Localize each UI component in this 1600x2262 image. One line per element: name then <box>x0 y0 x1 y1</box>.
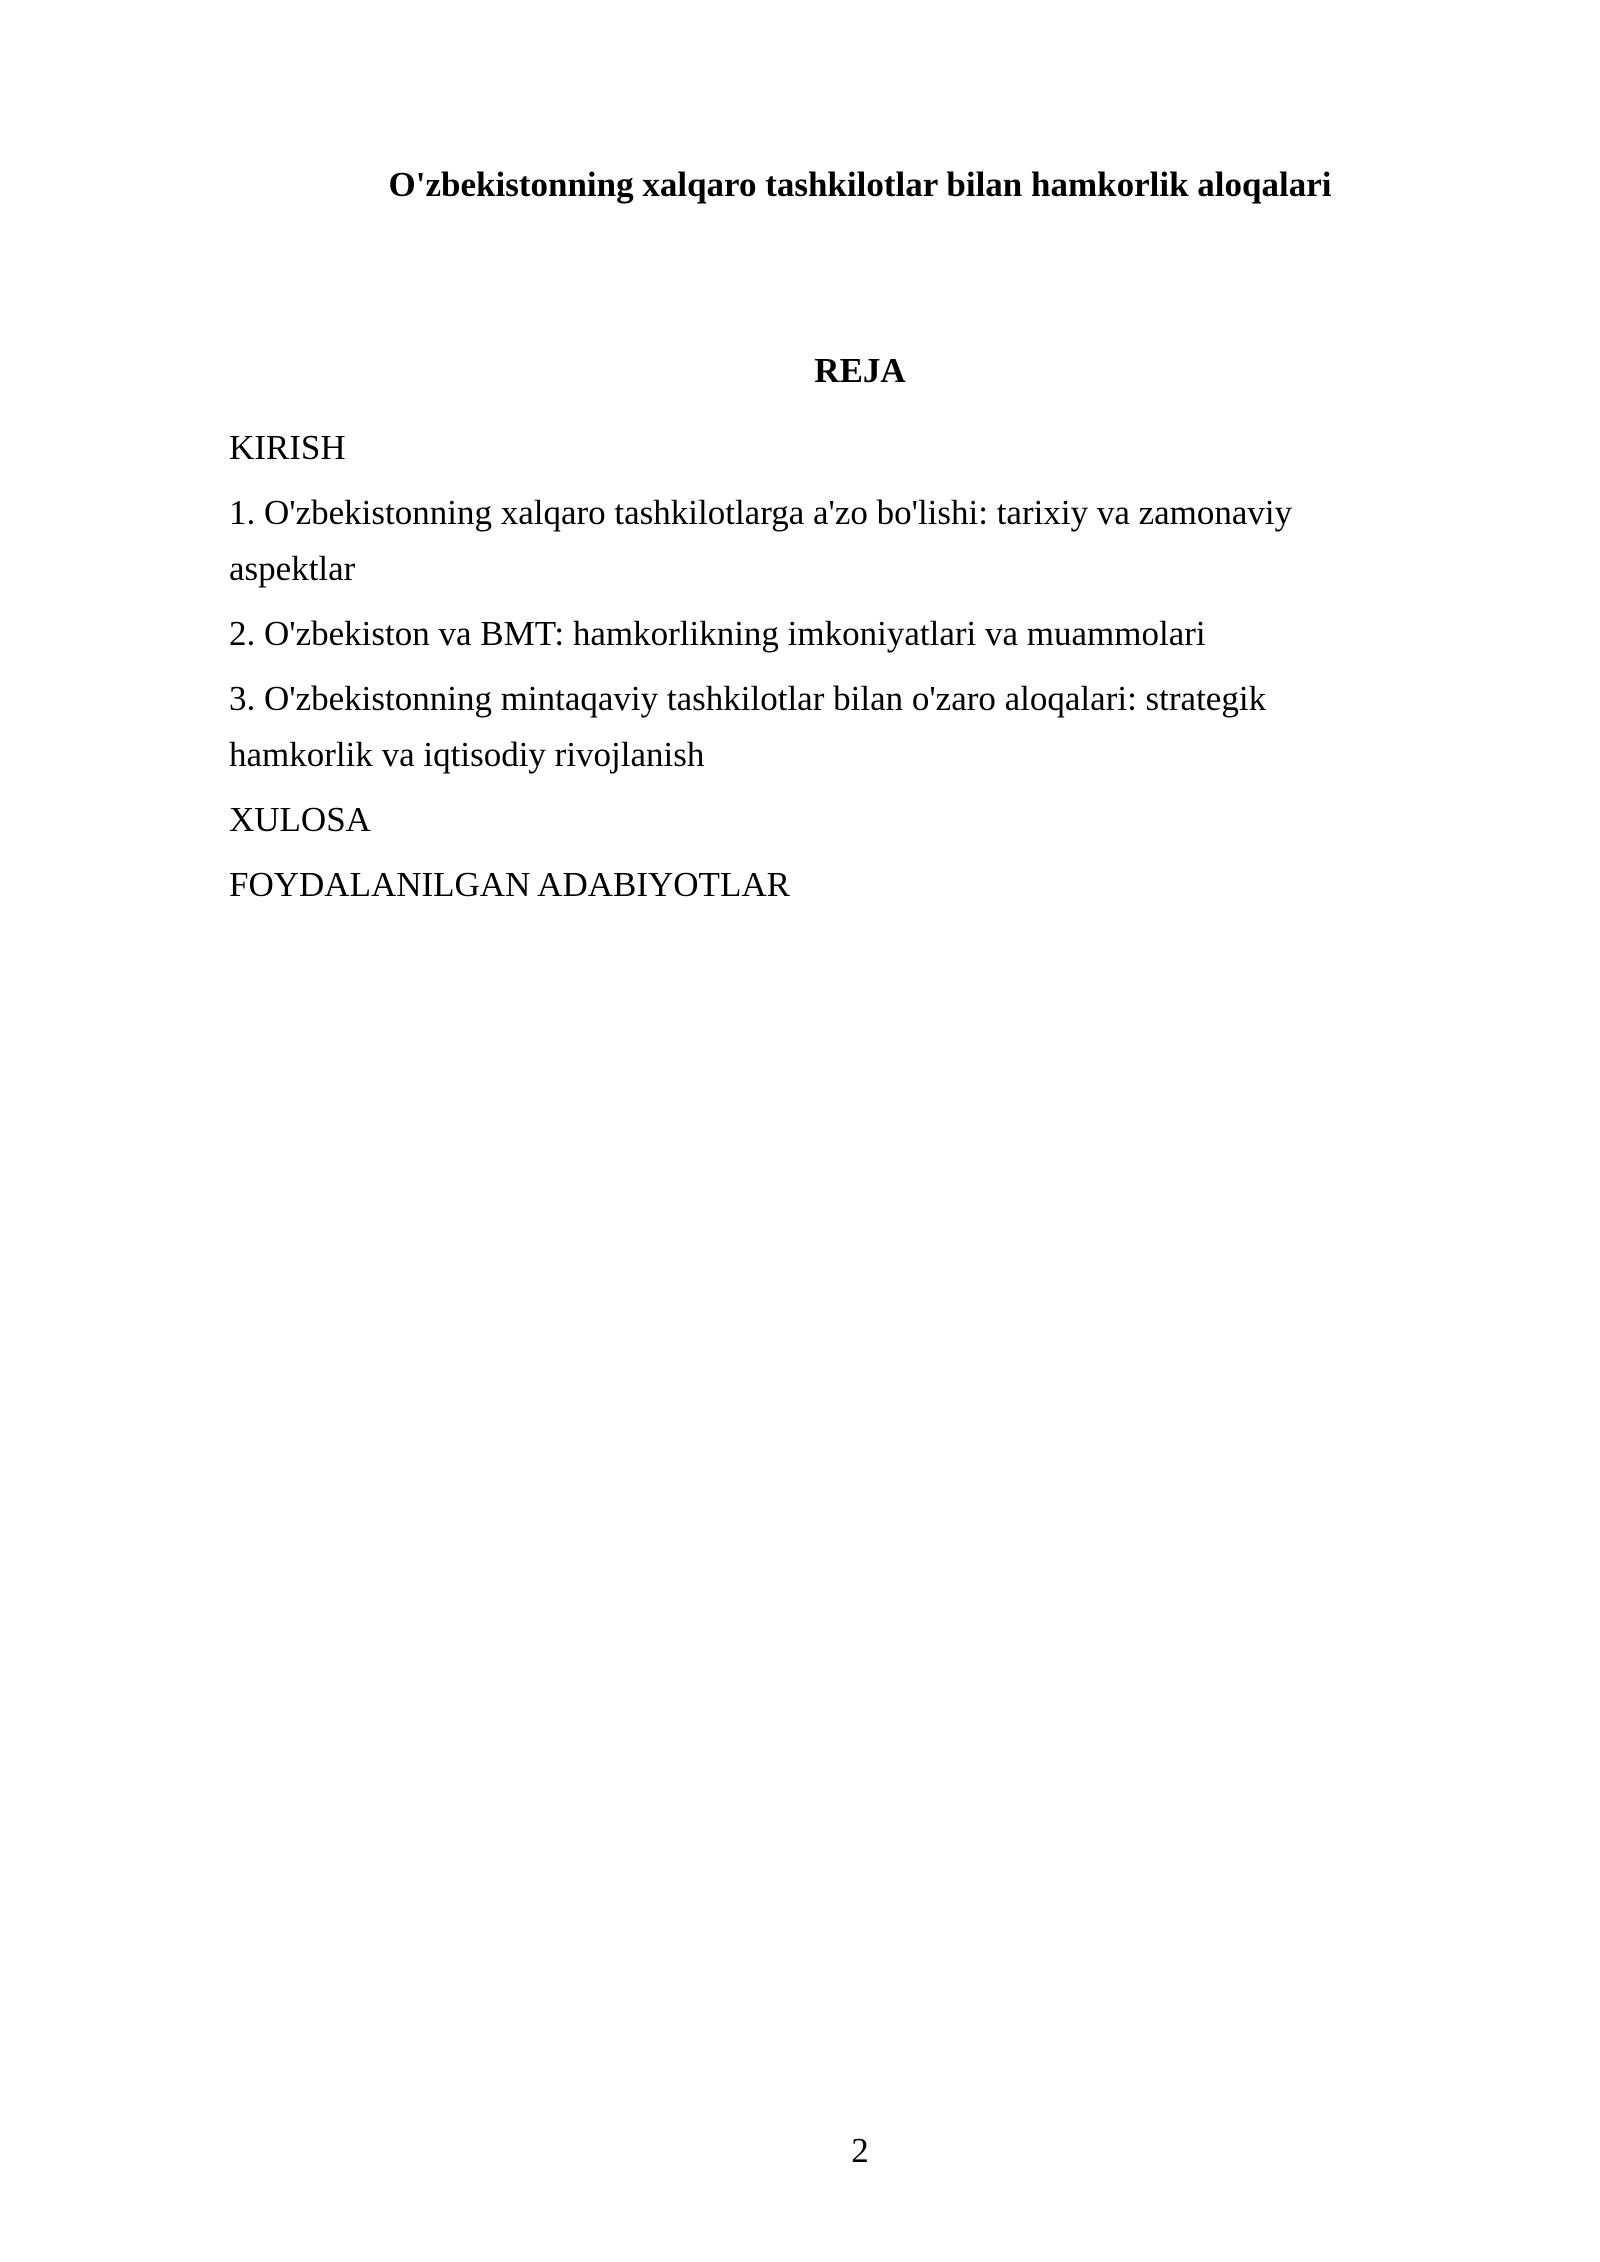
document-title: O'zbekistonning xalqaro tashkilotlar bilan hamkorlik aloqalari <box>388 165 1332 204</box>
plan-item-3: 3. O'zbekistonning mintaqaviy tashkilotlar bilan o'zaro aloqalari: strategik hamkorlik va iqtisodiy rivojlanish <box>229 679 1267 774</box>
plan-list <box>229 420 1389 922</box>
plan-item-conclusion: XULOSA <box>229 800 371 839</box>
plan-heading: REJA <box>814 351 906 390</box>
plan-item-2: 2. O'zbekiston va BMT: hamkorlikning imkoniyatlari va muammolari <box>229 614 1206 653</box>
plan-item-introduction: KIRISH <box>229 428 346 467</box>
plan-item-references: FOYDALANILGAN ADABIYOTLAR <box>229 865 790 904</box>
page-number: 2 <box>851 2131 869 2170</box>
plan-item-1: 1. O'zbekistonning xalqaro tashkilotlarga a'zo bo'lishi: tarixiy va zamonaviy aspektlar <box>229 493 1293 588</box>
